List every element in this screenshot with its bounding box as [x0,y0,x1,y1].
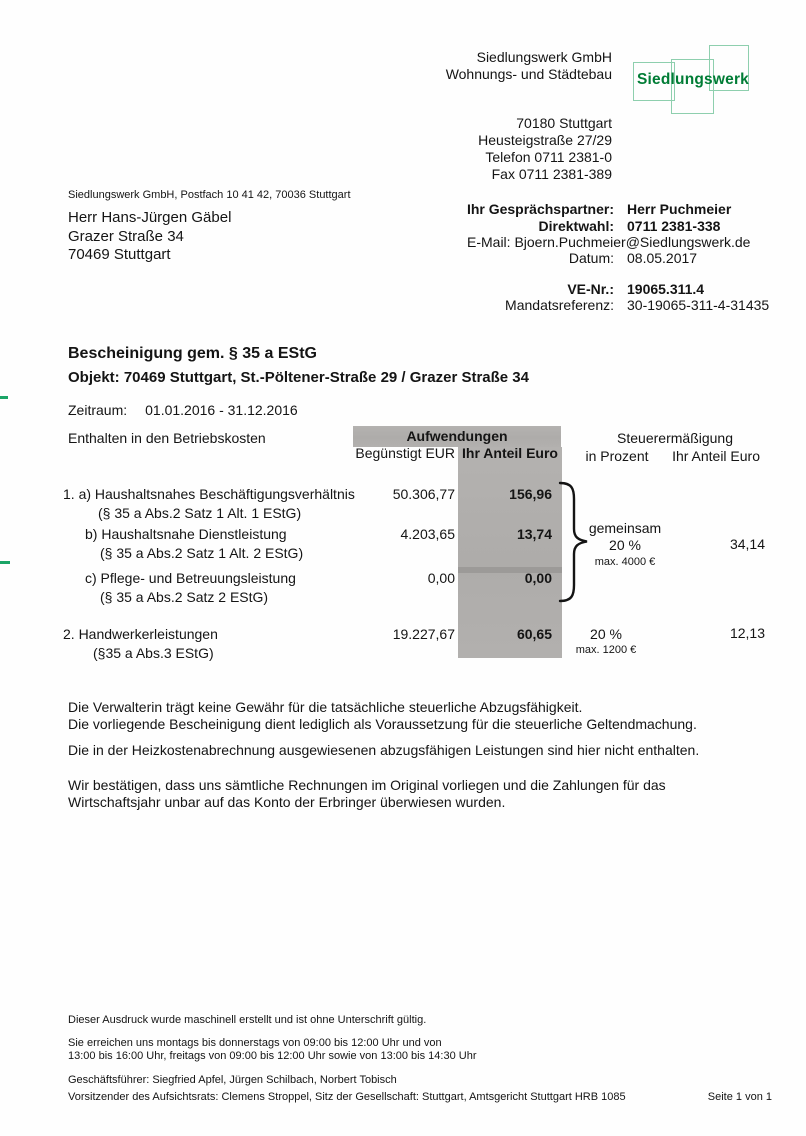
table-row-sublabel: (§ 35 a Abs.2 Satz 1 Alt. 1 EStG) [98,505,302,521]
table-row-sublabel: (§ 35 a Abs.2 Satz 2 EStG) [100,589,269,605]
table-row-label: 2. Handwerkerleistungen [63,626,218,642]
address-line: Heusteigstraße 27/29 [478,132,612,148]
contact-email-line: E-Mail: Bjoern.Puchmeier@Siedlungswerk.de [467,234,751,250]
table-cell-anteil: 60,65 [516,626,552,642]
ve-number-label: VE-Nr.: [567,281,614,297]
table-cell-anteil: 156,96 [509,486,552,502]
table-cell-beguenstigt: 50.306,77 [392,486,455,502]
letterhead-address [300,115,612,183]
table-left-header: Enthalten in den Betriebskosten [68,430,266,446]
table-row-label: b) Haushaltsnahe Dienstleistung [85,526,287,542]
confirmation-line: Wir bestätigen, dass uns sämtliche Rechnungen im Original vorliegen und die Zahlungen für das [68,777,666,793]
company-logo [630,42,752,118]
contact-partner-value: Herr Puchmeier [627,201,732,217]
page-indicator: Seite 1 von 1 [707,1091,772,1103]
company-name: Siedlungswerk GmbH [476,49,612,65]
group-reduction-value: 34,14 [729,536,765,552]
group-max-note: max. 4000 € [594,556,656,568]
table-row-sublabel: (§35 a Abs.3 EStG) [93,645,214,661]
table-row-sublabel: (§ 35 a Abs.2 Satz 1 Alt. 2 EStG) [100,545,304,561]
table-cell-beguenstigt: 19.227,67 [392,626,455,642]
table-row-label: 1. a) Haushaltsnahes Beschäftigungsverhältnis [63,486,355,502]
mandate-ref-value: 30-19065-311-4-31435 [627,297,770,313]
col-header-anteil-euro: Ihr Anteil Euro [672,448,760,464]
company-subtitle: Wohnungs- und Städtebau [445,66,612,82]
sender-return-line: Siedlungswerk GmbH, Postfach 10 41 42, 70036 Stuttgart [68,189,351,201]
address-line: Fax 0711 2381-389 [491,166,612,182]
office-hours-line: 13:00 bis 16:00 Uhr, freitags von 09:00 bis 12:00 Uhr sowie von 13:00 bis 14:30 Uhr [68,1050,477,1062]
table-group-header-aufwendungen: Aufwendungen [406,428,508,444]
table-group-header-steuer: Steuerermäßigung [617,430,733,446]
address-line: 70180 Stuttgart [516,115,612,131]
fold-mark-top [0,396,8,399]
col-header-beguenstigt: Begünstigt EUR [355,445,455,461]
period-line [68,402,298,419]
board-line: Vorsitzender des Aufsichtsrats: Clemens Stroppel, Sitz der Gesellschaft: Stuttgart, Amtsgericht Stuttgart HRB 1085 [68,1091,626,1103]
contact-phone-value: 0711 2381-338 [627,218,721,234]
ve-number-value: 19065.311.4 [627,281,705,297]
document-title: Bescheinigung gem. § 35 a EStG [68,345,317,362]
contact-phone-label: Direktwahl: [538,218,614,234]
disclaimer-line: Die vorliegende Bescheinigung dient lediglich als Voraussetzung für die steuerliche Geltendmachung. [68,716,697,732]
management-line: Geschäftsführer: Siegfried Apfel, Jürgen Schilbach, Norbert Tobisch [68,1074,397,1086]
recipient-city: 70469 Stuttgart [68,246,171,263]
row2-reduction-value: 12,13 [729,625,765,641]
recipient-name: Herr Hans-Jürgen Gäbel [68,209,232,226]
contact-date-value: 08.05.2017 [627,250,698,266]
office-hours-line: Sie erreichen uns montags bis donnerstags von 09:00 bis 12:00 Uhr und von [68,1037,442,1049]
disclaimer-line: Die Verwalterin trägt keine Gewähr für die tatsächliche steuerliche Abzugsfähigkeit. [68,699,583,715]
table-cell-anteil: 0,00 [524,570,552,586]
address-line: Telefon 0711 2381-0 [485,149,612,165]
mandate-ref-label: Mandatsreferenz: [505,297,614,313]
fold-mark-bottom [0,561,10,564]
group-percent: 20 % [609,537,641,553]
col-header-ihr-anteil: Ihr Anteil Euro [462,445,558,461]
object-line: Objekt: 70469 Stuttgart, St.-Pöltener-Straße 29 / Grazer Straße 34 [68,369,529,386]
machine-printed-note: Dieser Ausdruck wurde maschinell erstellt und ist ohne Unterschrift gültig. [68,1014,427,1026]
period-value: 01.01.2016 - 31.12.2016 [145,402,298,418]
logo-wordmark: Siedlungswerk [637,71,749,88]
row2-max-note: max. 1200 € [575,644,637,656]
table-cell-beguenstigt: 0,00 [427,570,455,586]
confirmation-line: Wirtschaftsjahr unbar auf das Konto der Erbringer überwiesen wurden. [68,794,506,810]
letterhead-company [300,49,612,83]
heizkosten-note: Die in der Heizkostenabrechnung ausgewiesenen abzugsfähigen Leistungen sind hier nicht enthalten. [68,742,700,758]
table-row-label: c) Pflege- und Betreuungsleistung [85,570,296,586]
contact-partner-label: Ihr Gesprächspartner: [466,201,614,217]
row2-percent: 20 % [590,626,622,642]
col-header-prozent: in Prozent [585,448,649,464]
table-cell-anteil: 13,74 [516,526,552,542]
period-label: Zeitraum: [68,402,128,418]
table-cell-beguenstigt: 4.203,65 [400,526,455,542]
recipient-street: Grazer Straße 34 [68,228,184,245]
contact-date-label: Datum: [568,250,614,266]
group-joint-label: gemeinsam [588,520,662,536]
